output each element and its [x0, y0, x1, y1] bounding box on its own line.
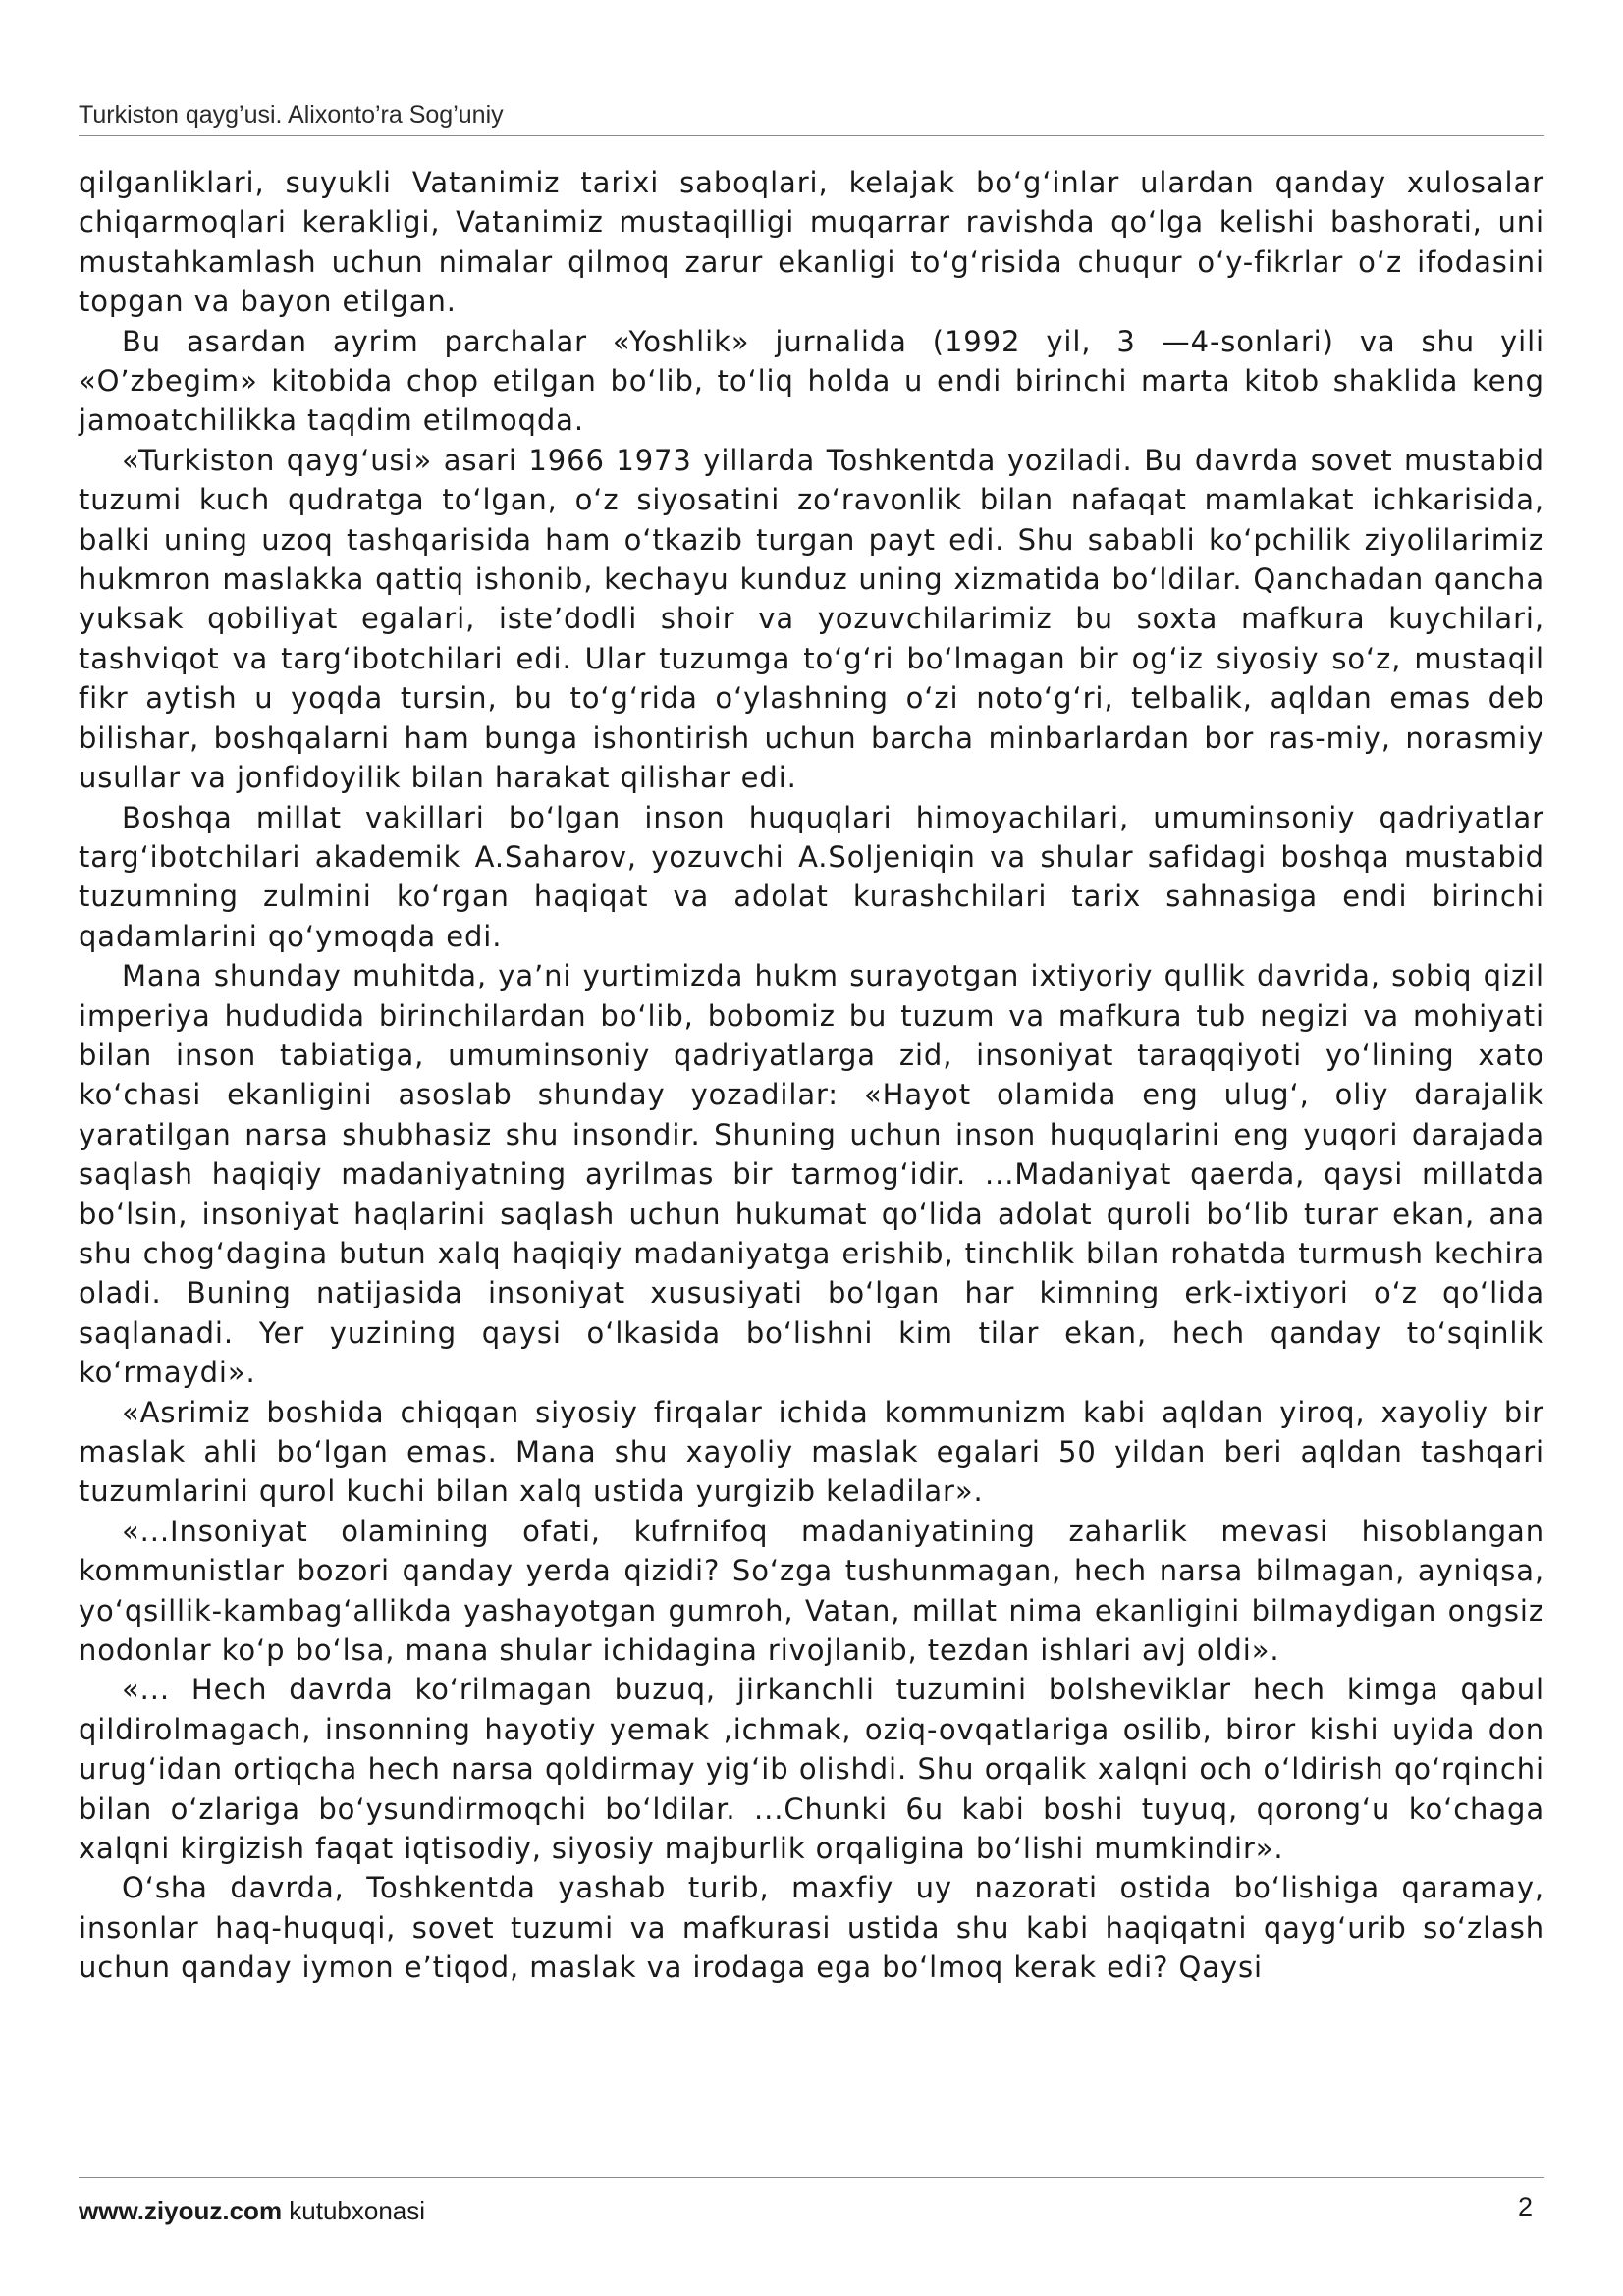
paragraph-5: Mana shunday muhitda, ya’ni yurtimizda hukm surayotgan ixtiyoriy qullik davrida, sobiq qizil imperiya hududida birinchilardan bo‘lib, bobomiz bu tuzum va mafkura tub negizi va mohiyati bilan inson tabiatiga, umuminsoniy qadriyatlarga zid, insoniyat taraqqiyoti yo‘lining xato ko‘chasi ekanligini asoslab shunday yozadilar: «Hayot olamida eng ulug‘, oliy darajalik yaratilgan narsa shubhasiz shu insondir. Shuning uchun inson huquqlarini eng yuqori darajada saqlash haqiqiy madaniyatning ayrilmas bir tarmog‘idir. ...Madaniyat qaerda, qaysi millatda bo‘lsin, insoniyat haqlarini saqlash uchun hukumat qo‘lida adolat quroli bo‘lib turar ekan, ana shu chog‘dagina butun xalq haqiqiy madaniyatga erishib, tinchlik bilan rohatda turmush kechira oladi. Buning natijasida insoniyat xususiyati bo‘lgan har kimning erk-ixtiyori o‘z qo‘lida saqlanadi. Yer yuzining qaysi o‘lkasida bo‘lishni kim tilar ekan, hech qanday to‘sqinlik ko‘rmaydi». [79, 959, 1544, 1390]
body-text [79, 163, 1544, 1988]
footer-site-link[interactable]: www.ziyouz.com [79, 2196, 283, 2225]
footer-suffix: kutubxonasi [282, 2196, 426, 2225]
page-header [79, 96, 1544, 136]
paragraph-7: «...Insoniyat olamining ofati, kufrnifoq madaniyatining zaharlik mevasi hisoblangan kommunistlar bozori qanday yerda qizidi? So‘zga tushunmagan, hech narsa bilmagan, ayniqsa, yo‘qsillik-kambag‘allikda yashayotgan gumroh, Vatan, millat nima ekanligini bilmaydigan ongsiz nodonlar ko‘p bo‘lsa, mana shular ichidagina rivojlanib, tezdan ishlari avj oldi». [79, 1514, 1544, 1668]
paragraph-9: O‘sha davrda, Toshkentda yashab turib, maxfiy uy nazorati ostida bo‘lishiga qaramay, insonlar haq-huquqi, sovet tuzumi va mafkurasi ustida shu kabi haqiqatni qayg‘urib so‘zlash uchun qanday iymon e’tiqod, maslak va irodaga ega bo‘lmoq kerak edi? Qaysi [79, 1871, 1544, 1985]
running-title: Turkiston qayg’usi. Alixonto’ra Sog’uniy [79, 101, 504, 129]
page-number: 2 [1517, 2192, 1533, 2221]
paragraph-1: qilganliklari, suyukli Vatanimiz tarixi saboqlari, kelajak bo‘g‘inlar ulardan qanday xulosalar chiqarmoqlari kerakligi, Vatanimiz mustaqilligi muqarrar ravishda qo‘lga kelishi bashorati, uni mustahkamlash uchun nimalar qilmoq zarur ekanligi to‘g‘risida chuqur o‘y-fikrlar o‘z ifodasini topgan va bayon etilgan. [79, 166, 1544, 319]
paragraph-4: Boshqa millat vakillari bo‘lgan inson huquqlari himoyachilari, umuminsoniy qadriyatlar targ‘ibotchilari akademik A.Saharov, yozuvchi A.Soljeniqin va shular safidagi boshqa mustabid tuzumning zulmini ko‘rgan haqiqat va adolat kurashchilari tarix sahnasiga endi birinchi qadamlarini qo‘ymoqda edi. [79, 800, 1544, 953]
paragraph-6: «Asrimiz boshida chiqqan siyosiy firqalar ichida kommunizm kabi aqldan yiroq, xayoliy bir maslak ahli bo‘lgan emas. Mana shu xayoliy maslak egalari 50 yildan beri aqldan tashqari tuzumlarini qurol kuchi bilan xalq ustida yurgizib keladilar». [79, 1395, 1544, 1509]
paragraph-3: «Turkiston qayg‘usi» asari 1966 1973 yillarda Toshkentda yoziladi. Bu davrda sovet mustabid tuzumi kuch qudratga to‘lgan, o‘z siyosatini zo‘ravonlik bilan nafaqat mamlakat ichkarisida, balki uning uzoq tashqarisida ham o‘tkazib turgan payt edi. Shu sababli ko‘pchilik ziyolilarimiz hukmron maslakka qattiq ishonib, kechayu kunduz uning xizmatida bo‘ldilar. Qanchadan qancha yuksak qobiliyat egalari, iste’dodli shoir va yozuvchilarimiz bu soxta mafkura kuychilari, tashviqot va targ‘ibotchilari edi. Ular tuzumga to‘g‘ri bo‘lmagan bir og‘iz siyosiy so‘z, mustaqil fikr aytish u yoqda tursin, bu to‘g‘rida o‘ylashning o‘zi noto‘g‘ri, telbalik, aqldan emas deb bilishar, boshqalarni ham bunga ishontirish uchun barcha minbarlardan bor ras-miy, norasmiy usullar va jonfidoyilik bilan harakat qilishar edi. [79, 443, 1544, 795]
page-footer [79, 2177, 1544, 2237]
footer-credit [79, 2196, 425, 2226]
paragraph-2: Bu asardan ayrim parchalar «Yoshlik» jurnalida (1992 yil, 3 —4-sonlari) va shu yili «O’zbegim» kitobida chop etilgan bo‘lib, to‘liq holda u endi birinchi marta kitob shaklida keng jamoatchilikka taqdim etilmoqda. [79, 324, 1544, 438]
paragraph-8: «... Hech davrda ko‘rilmagan buzuq, jirkanchli tuzumini bolsheviklar hech kimga qabul qildirolmagach, insonning hayotiy yemak ,ichmak, oziq-ovqatlariga osilib, biror kishi uyida don urug‘idan ortiqcha hech narsa qoldirmay yig‘ib olishdi. Shu orqalik xalqni och o‘ldirish qo‘rqinchi bilan o‘zlariga bo‘ysundirmoqchi bo‘ldilar. ...Chunki 6u kabi boshi tuyuq, qorong‘u ko‘chaga xalqni kirgizish faqat iqtisodiy, siyosiy majburlik orqaligina bo‘lishi mumkindir». [79, 1673, 1544, 1866]
